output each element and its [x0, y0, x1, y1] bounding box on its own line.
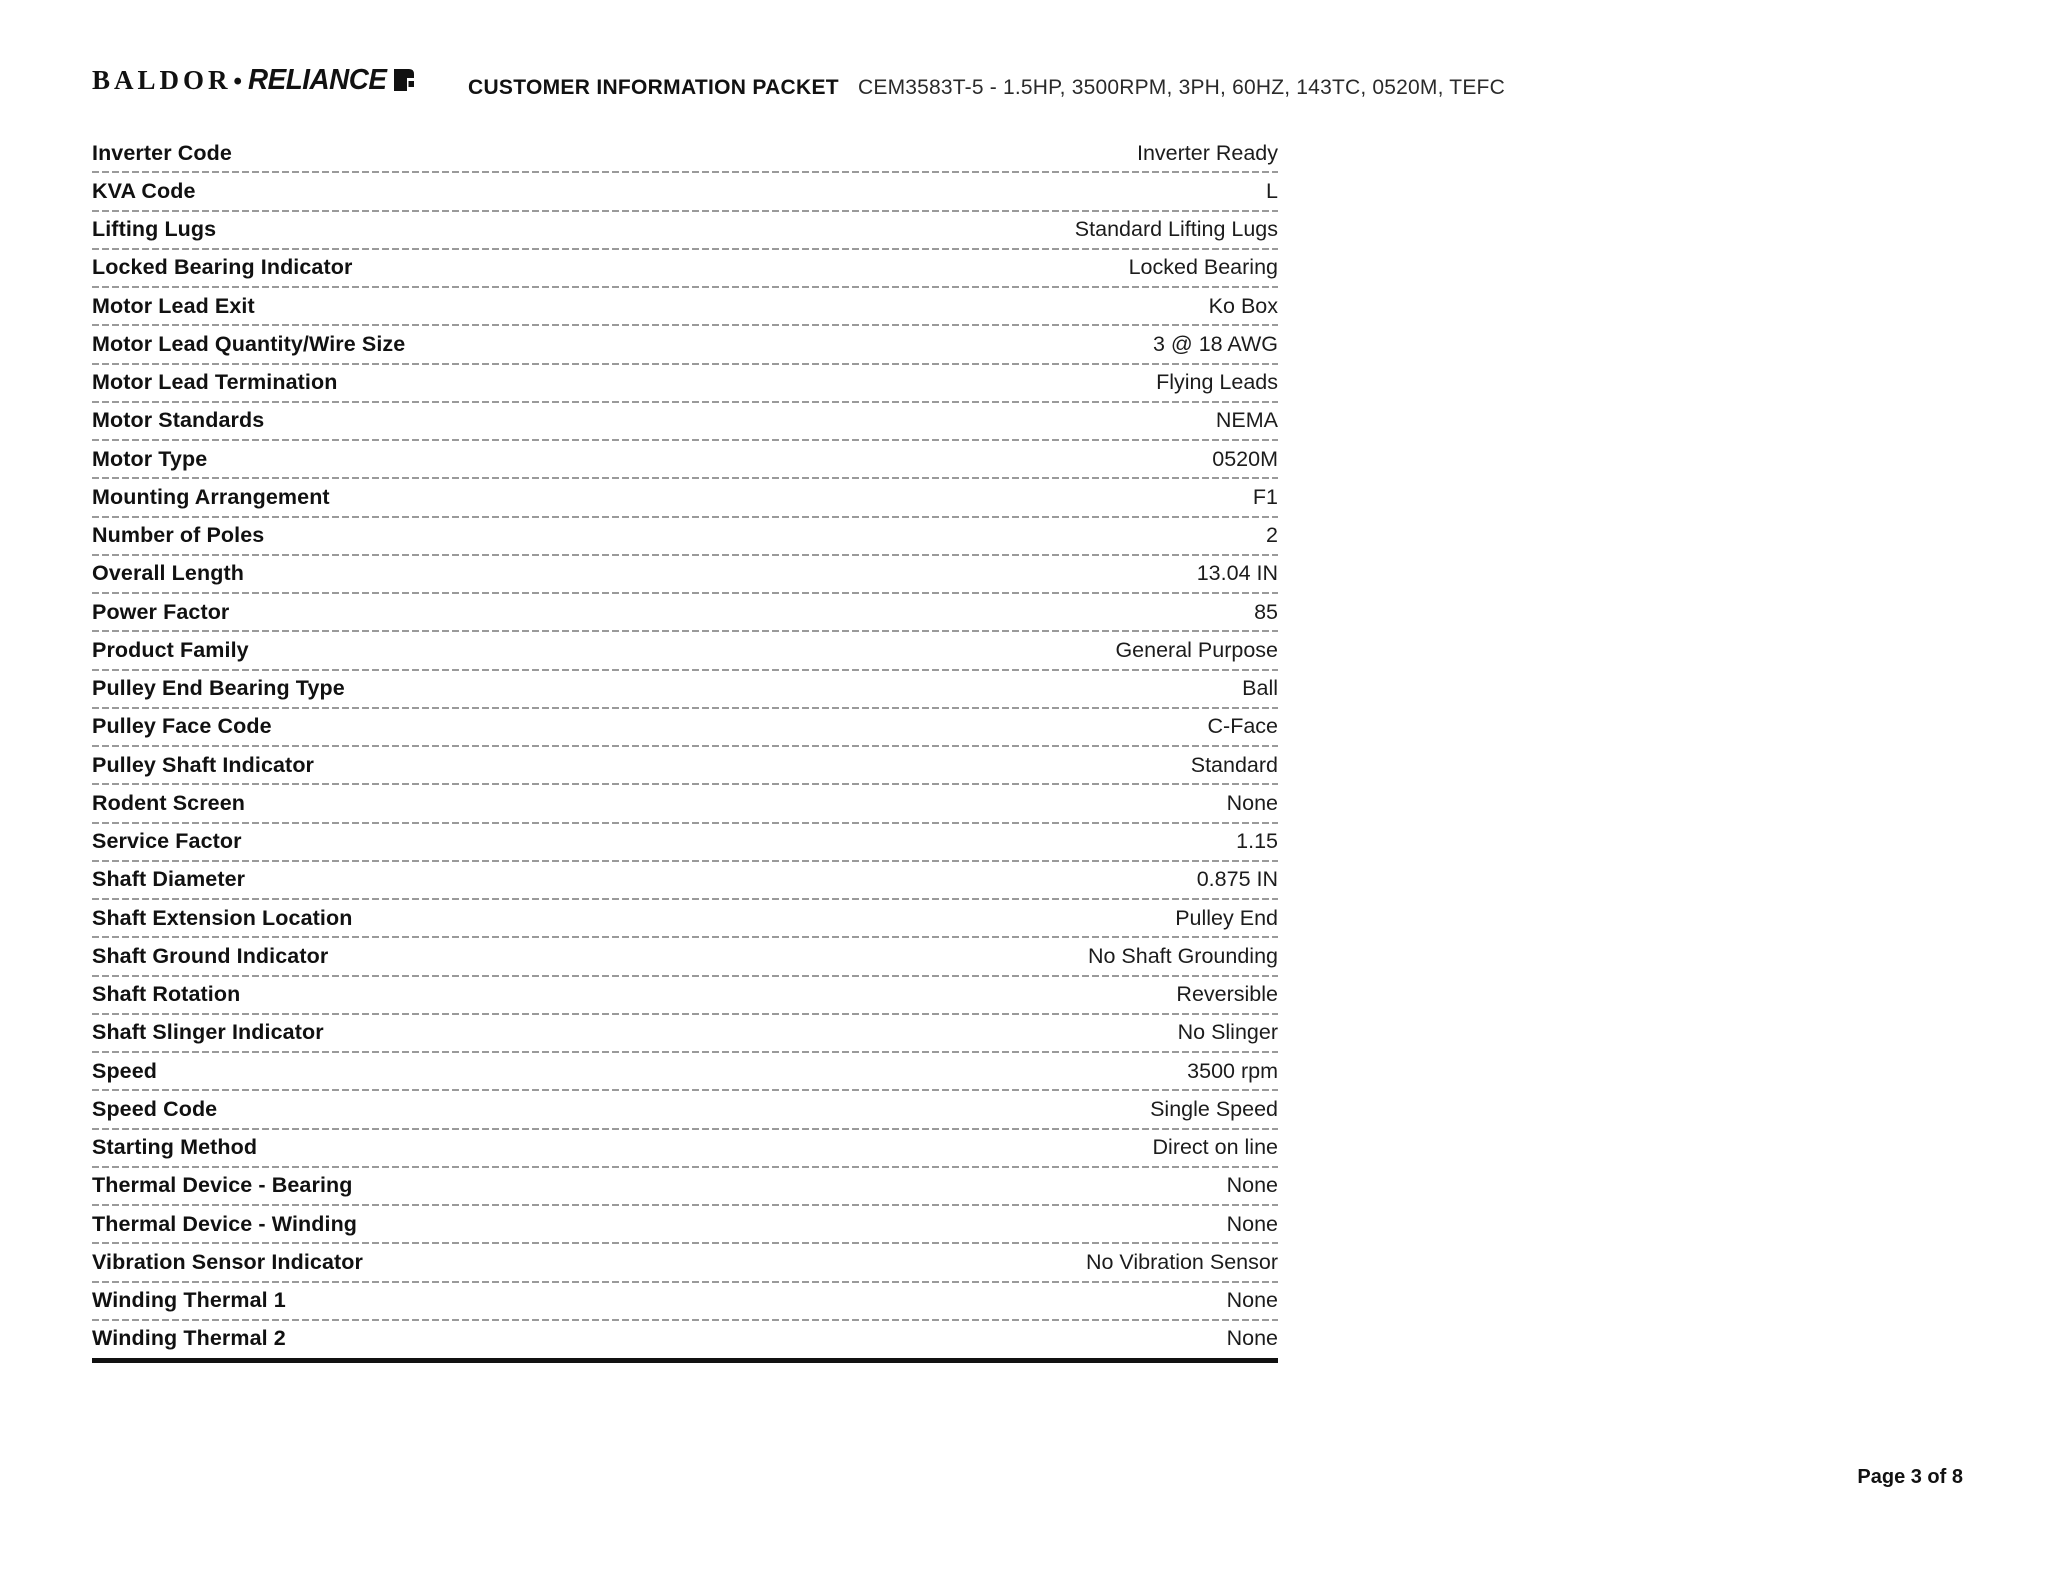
- spec-value: None: [1226, 1211, 1278, 1236]
- page-title: CUSTOMER INFORMATION PACKET: [468, 76, 839, 99]
- spec-label: Thermal Device - Winding: [92, 1211, 358, 1236]
- spec-label: Winding Thermal 2: [92, 1326, 286, 1351]
- spec-label: Service Factor: [92, 829, 242, 854]
- spec-label: Starting Method: [92, 1135, 258, 1160]
- table-row: [92, 899, 1278, 937]
- spec-label: Pulley End Bearing Type: [92, 676, 345, 701]
- logo-reliance-wordmark: RELIANCE: [247, 64, 387, 96]
- spec-value: Locked Bearing: [1128, 255, 1278, 280]
- table-row: [92, 172, 1278, 210]
- table-row: [92, 631, 1278, 669]
- spec-label: Speed Code: [92, 1096, 218, 1121]
- spec-label: Winding Thermal 1: [92, 1288, 286, 1313]
- spec-value: None: [1226, 1173, 1278, 1198]
- spec-value: Inverter Ready: [1136, 140, 1278, 165]
- table-row: [92, 1090, 1278, 1128]
- page-number-indicator: Page 3 of 8: [1857, 1466, 1963, 1488]
- table-row: [92, 211, 1278, 249]
- table-row: [92, 1282, 1278, 1320]
- spec-value: 0520M: [1212, 446, 1278, 471]
- table-row: [92, 440, 1278, 478]
- spec-value: 13.04 IN: [1196, 561, 1278, 586]
- spec-label: Motor Lead Termination: [92, 370, 338, 395]
- spec-value: No Slinger: [1177, 1020, 1278, 1045]
- table-row: [92, 784, 1278, 822]
- spec-label: Motor Lead Exit: [92, 293, 255, 318]
- table-row: [92, 134, 1278, 172]
- spec-label: Motor Standards: [92, 408, 265, 433]
- spec-value: Direct on line: [1152, 1135, 1278, 1160]
- table-row: [92, 708, 1278, 746]
- spec-label: Lifting Lugs: [92, 217, 217, 242]
- spec-value: 0.875 IN: [1196, 867, 1278, 892]
- table-row: [92, 823, 1278, 861]
- table-row: [92, 517, 1278, 555]
- table-row: [92, 593, 1278, 631]
- table-row: [92, 861, 1278, 899]
- spec-label: Shaft Diameter: [92, 867, 246, 892]
- table-row: [92, 670, 1278, 708]
- spec-value: 3500 rpm: [1187, 1058, 1278, 1083]
- spec-value: Reversible: [1176, 982, 1278, 1007]
- spec-label: Pulley Shaft Indicator: [92, 752, 315, 777]
- spec-value: 1.15: [1236, 829, 1278, 854]
- spec-label: KVA Code: [92, 178, 196, 203]
- table-row: [92, 1129, 1278, 1167]
- table-row: [92, 937, 1278, 975]
- spec-value: Standard Lifting Lugs: [1074, 217, 1278, 242]
- spec-value: C-Face: [1207, 714, 1278, 739]
- spec-value: 2: [1266, 523, 1278, 548]
- spec-value: NEMA: [1215, 408, 1278, 433]
- spec-label: Thermal Device - Bearing: [92, 1173, 353, 1198]
- spec-table: [92, 134, 1278, 1363]
- table-row: [92, 325, 1278, 363]
- table-row: [92, 746, 1278, 784]
- table-row: [92, 1320, 1278, 1358]
- spec-label: Pulley Face Code: [92, 714, 272, 739]
- spec-value: No Vibration Sensor: [1085, 1249, 1278, 1274]
- spec-value: 85: [1254, 599, 1278, 624]
- spec-label: Rodent Screen: [92, 790, 246, 815]
- baldor-reliance-logo: [92, 64, 414, 97]
- table-row: [92, 402, 1278, 440]
- spec-value: Ko Box: [1208, 293, 1278, 318]
- spec-value: No Shaft Grounding: [1087, 943, 1278, 968]
- table-row: [92, 555, 1278, 593]
- spec-label: Shaft Rotation: [92, 982, 241, 1007]
- spec-label: Shaft Extension Location: [92, 905, 353, 930]
- spec-label: Inverter Code: [92, 140, 232, 165]
- spec-value: General Purpose: [1115, 637, 1278, 662]
- spec-value: Single Speed: [1150, 1096, 1278, 1121]
- spec-label: Overall Length: [92, 561, 244, 586]
- spec-label: Power Factor: [92, 599, 230, 624]
- spec-label: Motor Lead Quantity/Wire Size: [92, 331, 406, 356]
- spec-value: Flying Leads: [1156, 370, 1278, 395]
- spec-label: Vibration Sensor Indicator: [92, 1249, 364, 1274]
- table-row: [92, 1243, 1278, 1281]
- spec-value: Ball: [1242, 676, 1278, 701]
- spec-label: Number of Poles: [92, 523, 265, 548]
- spec-label: Product Family: [92, 637, 249, 662]
- spec-value: None: [1226, 790, 1278, 815]
- table-row: [92, 1052, 1278, 1090]
- table-row: [92, 1014, 1278, 1052]
- table-row: [92, 976, 1278, 1014]
- table-row: [92, 1205, 1278, 1243]
- reliance-r-mark-icon: [394, 68, 414, 96]
- logo-separator-dot: •: [233, 68, 242, 95]
- spec-label: Shaft Slinger Indicator: [92, 1020, 324, 1045]
- spec-value: 3 @ 18 AWG: [1153, 331, 1278, 356]
- spec-value: None: [1226, 1326, 1278, 1351]
- spec-label: Motor Type: [92, 446, 208, 471]
- table-row: [92, 478, 1278, 516]
- spec-value: F1: [1252, 484, 1278, 509]
- product-spec-subtitle: CEM3583T-5 - 1.5HP, 3500RPM, 3PH, 60HZ, 143TC, 0520M, TEFC: [858, 76, 1505, 99]
- spec-value: None: [1226, 1288, 1278, 1313]
- table-row: [92, 1167, 1278, 1205]
- spec-value: Standard: [1190, 752, 1278, 777]
- spec-label: Speed: [92, 1058, 158, 1083]
- logo-baldor-wordmark: BALDOR: [92, 65, 232, 95]
- table-row: [92, 287, 1278, 325]
- table-row: [92, 364, 1278, 402]
- spec-value: Pulley End: [1175, 905, 1278, 930]
- spec-label: Mounting Arrangement: [92, 484, 330, 509]
- table-row: [92, 249, 1278, 287]
- spec-label: Locked Bearing Indicator: [92, 255, 353, 280]
- spec-label: Shaft Ground Indicator: [92, 943, 329, 968]
- spec-value: L: [1266, 178, 1278, 203]
